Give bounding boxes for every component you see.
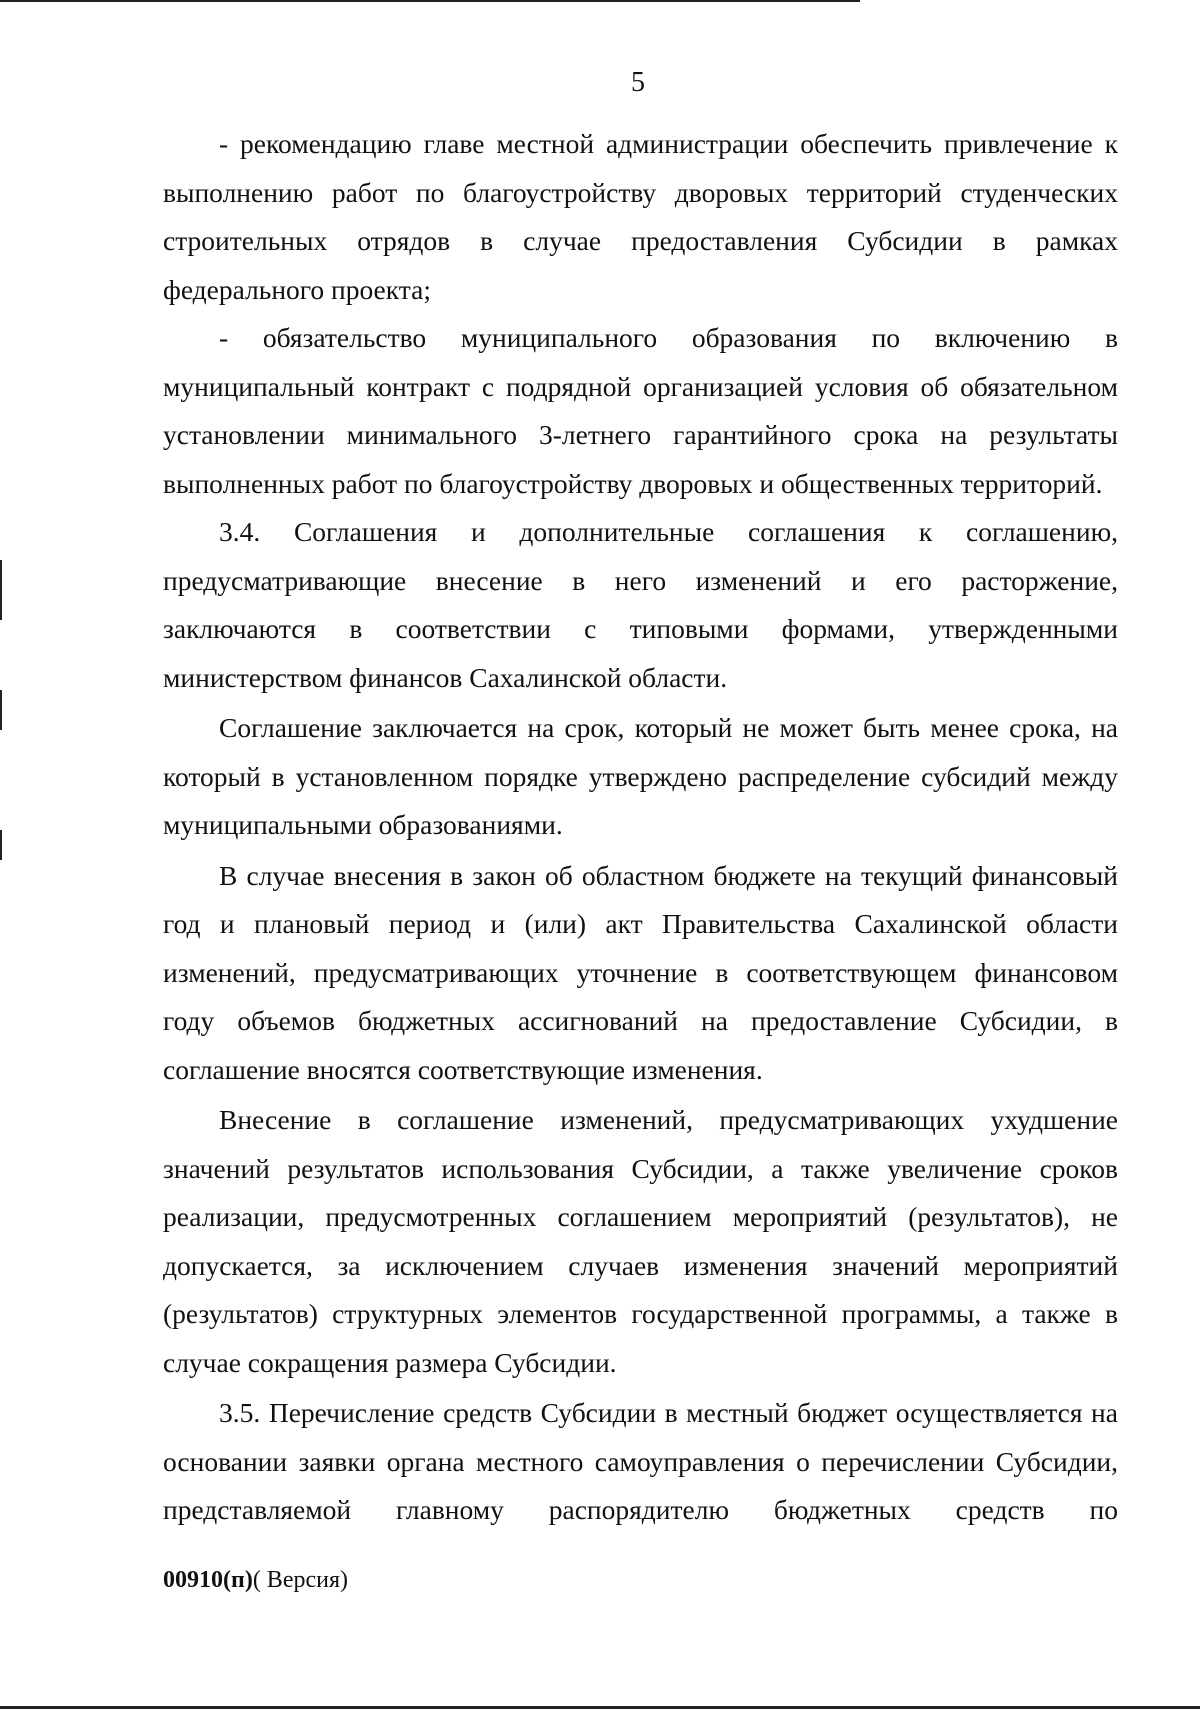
document-body [163, 120, 1118, 1535]
paragraph: - рекомендацию главе местной администрации обеспечить привлечение к выполнению работ по благоустройству дворовых территорий студенческих строительных отрядов в случае предоставления Субсидии в рамках федерального проекта; [163, 128, 1118, 305]
document-version: ( Версия) [252, 1567, 348, 1593]
left-scan-mark [0, 830, 2, 860]
left-scan-mark [0, 560, 2, 620]
paragraph: В случае внесения в закон об областном бюджете на текущий финансовый год и плановый период и (или) акт Правительства Сахалинской области изменений, предусматривающих уточнение в соответствующем финансовом году объемов бюджетных ассигнований на предоставление Субсидии, в соглашение вносятся соответствующие изменения. [163, 859, 1118, 1085]
paragraph: Внесение в соглашение изменений, предусматривающих ухудшение значений результатов использования Субсидии, а также увеличение сроков реализации, предусмотренных соглашением мероприятий (результатов), не допускается, за исключением случаев изменения значений мероприятий (результатов) структурных элементов государственной программы, а также в случае сокращения размера Субсидии. [163, 1104, 1118, 1378]
paragraph: - обязательство муниципального образования по включению в муниципальный контракт с подрядной организацией условия об обязательном установлении минимального 3-летнего гарантийного срока на результаты выполненных работ по благоустройству дворовых и общественных территорий. [163, 322, 1118, 499]
document-code: 00910(п) [163, 1567, 253, 1593]
paragraph: 3.4. Соглашения и дополнительные соглашения к соглашению, предусматривающие внесение в него изменений и его расторжение, заключаются в соответствии с типовыми формами, утвержденными министерством финансов Сахалинской области. [163, 516, 1118, 693]
paragraph: Соглашение заключается на срок, который не может быть менее срока, на который в установленном порядке утверждено распределение субсидий между муниципальными образованиями. [163, 712, 1118, 840]
bottom-scan-edge [0, 1706, 1200, 1709]
top-scan-edge [0, 0, 860, 2]
page-number: 5 [631, 67, 645, 98]
paragraph: 3.5. Перечисление средств Субсидии в местный бюджет осуществляется на основании заявки органа местного самоуправления о перечислении Субсидии, представляемой главному распорядителю бюджетных средств по [163, 1397, 1118, 1525]
document-footer-code [163, 1565, 348, 1595]
left-scan-mark [0, 690, 2, 730]
